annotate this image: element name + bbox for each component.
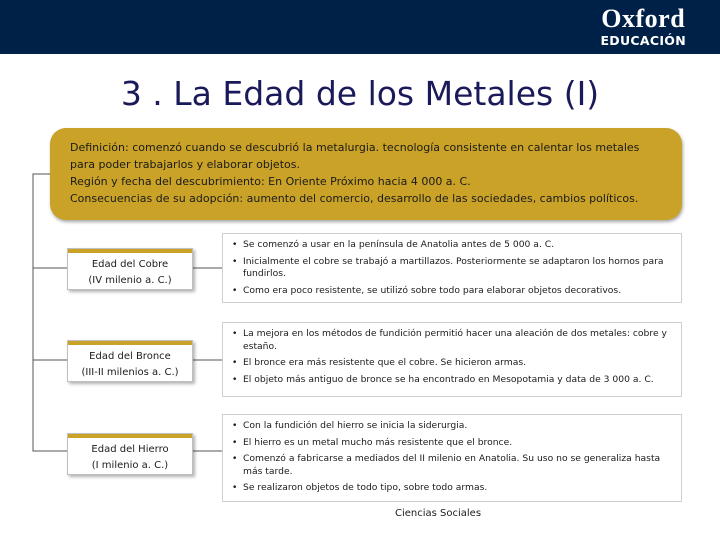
brand-subtitle: EDUCACIÓN [600,33,686,48]
age-box-accent [68,341,192,345]
definition-line: Consecuencias de su adopción: aumento del comercio, desarrollo de las sociedades, cambios políticos. [70,192,639,205]
list-item: • Comenzó a fabricarse a mediados del II milenio en Anatolia. Su uso no se generaliza hasta más tarde. [232,453,661,477]
age-box-cobre [67,248,193,290]
footer-label: Ciencias Sociales [394,508,482,519]
bullet-icon: • [232,284,238,296]
list-item: • La mejora en los métodos de fundición permitió hacer una aleación de dos metales: cobre y estaño. [232,328,667,352]
age-period: (IV milenio a. C.) [88,275,172,286]
bullet-icon: • [232,453,238,464]
age-box-hierro [67,433,193,475]
definition-box [50,128,682,220]
bullet-icon: • [232,239,238,250]
age-period: (I milenio a. C.) [91,460,169,471]
age-box-accent [68,249,192,253]
age-period: (III-II milenios a. C.) [81,367,179,378]
list-item: • Como era poco resistente, se utilizó sobre todo para elaborar objetos decorativos. [232,284,622,296]
bullet-icon: • [232,255,238,267]
list-item: • Se realizaron objetos de todo tipo, sobre todo armas. [232,482,488,493]
definition-line: Definición: comenzó cuando se descubrió la metalurgia. tecnología consistente en calentar los metales [70,141,640,154]
list-item: • El hierro es un metal mucho más resistente que el bronce. [232,436,513,448]
bullet-icon: • [232,328,238,339]
bullet-icon: • [232,436,238,448]
bullet-icon: • [232,482,238,493]
bullets-cobre [222,233,682,303]
list-item: • El objeto más antiguo de bronce se ha encontrado en Mesopotamia y data de 3 000 a. C. [232,373,654,385]
list-item: • Inicialmente el cobre se trabajó a martillazos. Posteriormente se adaptaron los hornos para fundirlos. [232,255,664,279]
list-item: • Con la fundición del hierro se inicia la siderurgia. [232,420,468,431]
brand-name: Oxford [601,4,686,33]
age-name: Edad del Cobre [91,259,169,270]
age-name: Edad del Bronce [89,351,171,362]
bullet-icon: • [232,357,238,368]
definition-line: Región y fecha del descubrimiento: En Oriente Próximo hacia 4 000 a. C. [70,175,471,188]
list-item: • Se comenzó a usar en la península de Anatolia antes de 5 000 a. C. [232,239,555,250]
bullets-bronce [222,322,682,397]
age-name: Edad del Hierro [91,444,169,455]
definition-line: para poder trabajarlos y elaborar objetos. [70,158,300,171]
age-box-accent [68,434,192,438]
bullet-icon: • [232,373,238,385]
list-item: • El bronce era más resistente que el cobre. Se hicieron armas. [232,357,527,368]
bullet-icon: • [232,420,238,431]
bullets-hierro [222,414,682,502]
age-box-bronce [67,340,193,382]
slide-title: 3 . La Edad de los Metales (I) [120,74,600,113]
